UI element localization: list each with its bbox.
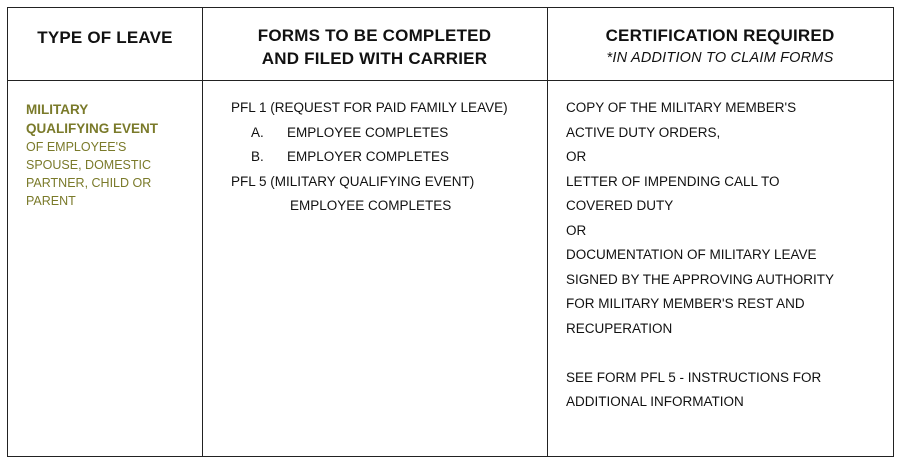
form-pfl1-item	[231, 121, 543, 146]
header-forms-line2: AND FILED WITH CARRIER	[261, 49, 488, 68]
column-divider	[547, 8, 548, 456]
form-pfl5: PFL 5 (MILITARY QUALIFYING EVENT)	[231, 173, 475, 189]
header-type-of-leave	[8, 26, 202, 49]
list-item-text: EMPLOYER COMPLETES	[287, 149, 450, 164]
certification-line: COVERED DUTY	[566, 198, 674, 213]
certification-line: ACTIVE DUTY ORDERS,	[566, 124, 721, 140]
header-certification	[547, 24, 893, 69]
header-certification-subtitle: *IN ADDITION TO CLAIM FORMS	[606, 50, 834, 66]
spacer	[566, 341, 891, 366]
leave-table	[7, 7, 894, 457]
forms-cell	[231, 96, 543, 219]
header-forms	[202, 24, 547, 70]
leave-type-description-line: PARENT	[26, 194, 76, 208]
leave-type-title-line1: MILITARY	[26, 102, 89, 117]
leave-type-cell	[26, 100, 196, 210]
header-forms-line1: FORMS TO BE COMPLETED	[257, 26, 492, 45]
form-pfl5-note: EMPLOYEE COMPLETES	[290, 198, 452, 213]
leave-type-title-line2: QUALIFYING EVENT	[26, 121, 159, 136]
list-marker: A.	[251, 124, 264, 140]
certification-footer-line: SEE FORM PFL 5 - INSTRUCTIONS FOR	[566, 369, 822, 385]
leave-type-description-line: OF EMPLOYEE'S	[26, 140, 127, 154]
column-divider	[202, 8, 203, 456]
certification-line: FOR MILITARY MEMBER'S REST AND	[566, 296, 805, 311]
form-pfl1-item	[231, 145, 543, 170]
certification-line: SIGNED BY THE APPROVING AUTHORITY	[566, 271, 835, 287]
certification-line: OR	[566, 149, 587, 164]
leave-type-description-line: SPOUSE, DOMESTIC	[26, 158, 152, 172]
list-item-text: EMPLOYEE COMPLETES	[287, 124, 449, 140]
certification-footer-line: ADDITIONAL INFORMATION	[566, 394, 744, 409]
certification-cell	[566, 96, 891, 415]
form-pfl1: PFL 1 (REQUEST FOR PAID FAMILY LEAVE)	[231, 100, 508, 115]
header-divider	[8, 80, 893, 81]
list-marker: B.	[251, 149, 264, 164]
header-certification-title: CERTIFICATION REQUIRED	[605, 26, 835, 45]
certification-line: COPY OF THE MILITARY MEMBER'S	[566, 100, 797, 115]
certification-line: OR	[566, 222, 587, 238]
certification-line: RECUPERATION	[566, 320, 673, 336]
header-type-of-leave-label: TYPE OF LEAVE	[37, 28, 173, 47]
certification-line: LETTER OF IMPENDING CALL TO	[566, 173, 780, 189]
certification-line: DOCUMENTATION OF MILITARY LEAVE	[566, 247, 817, 262]
leave-type-description-line: PARTNER, CHILD OR	[26, 176, 152, 190]
